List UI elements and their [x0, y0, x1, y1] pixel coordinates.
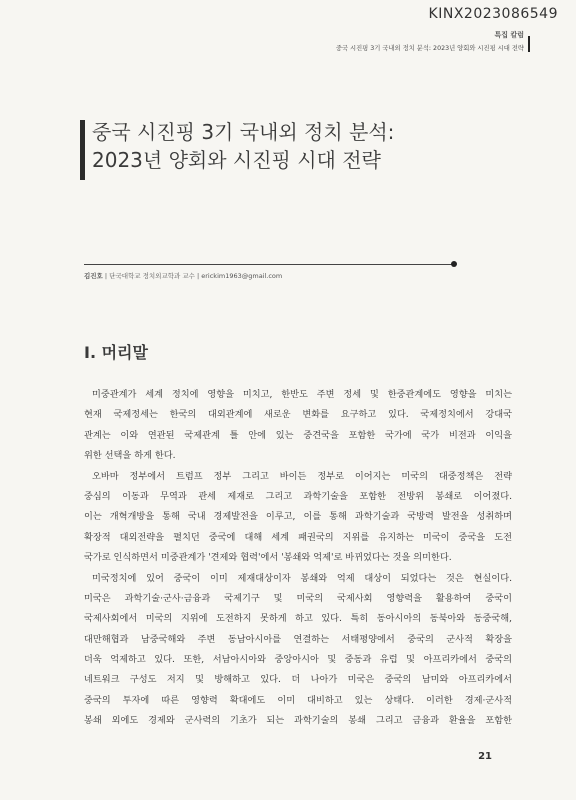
body-line: 미국은 과학기술·군사·금융과 국제기구 및 미국의 국제사회 영향력을 활용하여 중국이 [84, 592, 512, 604]
rule-end-dot [451, 261, 457, 267]
author-line [84, 271, 282, 280]
running-title: 중국 시진핑 3기 국내외 정치 분석: 2023년 양회와 시진핑 시대 전략 [335, 45, 524, 52]
title-line-2: 2023년 양회와 시진핑 시대 전략 [92, 148, 381, 172]
body-line: 위한 선택을 하게 한다. [84, 450, 176, 462]
article-body [84, 385, 512, 732]
body-line: 이는 개혁개방을 통해 국내 경제발전을 이루고, 이를 통해 과학기술과 국방력 발전을 성취하며 [84, 511, 512, 523]
body-line: 네트워크 구성도 저지 및 방해하고 있다. 더 나아가 미국은 중국의 남미와 아프리카에서 [84, 674, 512, 686]
body-line: 더욱 억제하고 있다. 또한, 서남아시아와 중앙아시아 및 중동과 유럽 및 아프리카에서 중국의 [84, 654, 512, 666]
body-line: 오바마 정부에서 트럼프 정부 그리고 바이든 정부로 이어지는 미국의 대중정책은 전략 [92, 470, 512, 482]
page-number: 21 [478, 751, 492, 762]
body-line: 미중관계가 세계 정치에 영향을 미치고, 한반도 주변 정세 및 한중관계에도 영향을 미치는 [92, 389, 512, 400]
body-line: 봉쇄 외에도 경제와 군사력의 기초가 되는 과학기술의 봉쇄 그리고 금융과 환율을 포함한 [84, 715, 512, 727]
body-line: 국제사회에서 미국의 지위에 도전하지 못하게 하고 있다. 특히 동아시아의 동북아와 동중국해, [84, 613, 512, 625]
document-id: KINX2023086549 [428, 6, 558, 22]
author-name: 김진호 [84, 272, 103, 280]
body-line: 확장적 대외전략을 펼치던 중국에 대해 세계 패권국의 지위를 유지하는 미국이 중국을 도전 [84, 531, 512, 543]
page-header [336, 30, 524, 52]
body-line: 미국정치에 있어 중국이 이미 제재대상이자 봉쇄와 억제 대상이 되었다는 것은 현실이다. [92, 572, 512, 584]
author-info: | 단국대학교 정치외교학과 교수 | erickim1963@gmail.com [102, 272, 283, 280]
section-label: 특집 칼럼 [494, 31, 524, 39]
body-line: 국가로 인식하면서 미중관계가 '견제와 협력'에서 '봉쇄와 억제'로 바뀌었다는 것을 의미한다. [84, 552, 452, 564]
body-line: 대만해협과 남중국해와 주변 동남아시아를 연결하는 서태평양에서 중국의 군사적 확장을 [84, 633, 512, 645]
body-line: 현재 국제정세는 한국의 대외관계에 새로운 변화를 요구하고 있다. 국제정치에서 강대국 [84, 409, 512, 421]
body-line: 중국의 투자에 따른 영향력 확대에도 이미 대비하고 있는 상태다. 이러한 경제·군사적 [84, 694, 512, 706]
title-rule [84, 264, 454, 265]
header-divider [528, 36, 530, 52]
section-heading: Ⅰ. 머리말 [84, 343, 148, 362]
body-line: 중심의 이동과 무역과 관세 제재로 그리고 과학기술을 포함한 전방위 봉쇄로 이어졌다. [84, 490, 512, 502]
article-title [92, 118, 394, 174]
title-accent-bar [80, 120, 85, 180]
title-line-1: 중국 시진핑 3기 국내외 정치 분석: [92, 120, 395, 144]
body-line: 관계는 이와 연관된 국제관계 틀 안에 있는 중견국을 포함한 국가에 국가 비전과 이익을 [84, 429, 512, 441]
